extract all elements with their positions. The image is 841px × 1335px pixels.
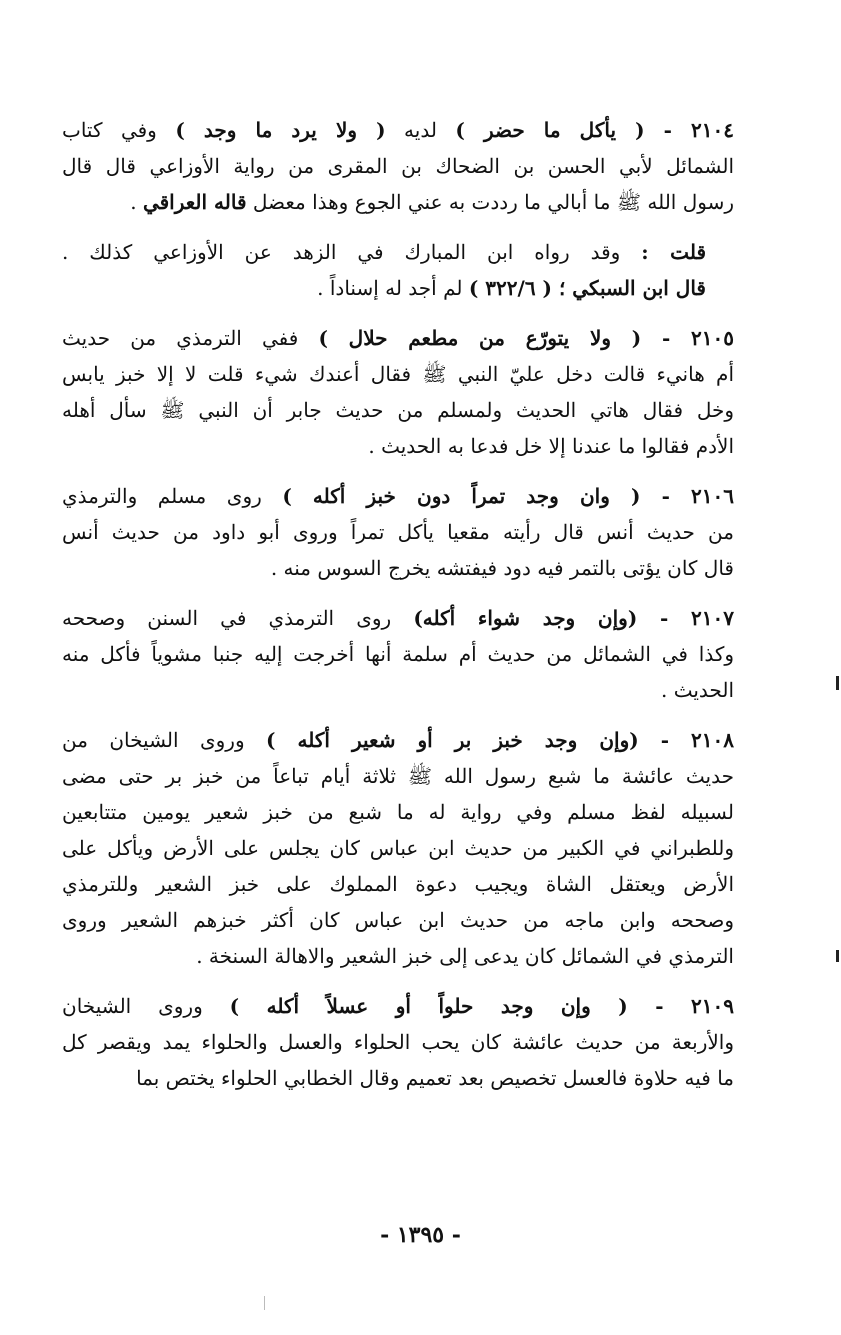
text-line: [62, 794, 734, 830]
page-number: - ١٣٩٥ -: [380, 1222, 461, 1248]
text-segment: الشمائل لأبي الحسن بن الضحاك بن المقرى من رواية الأوزاعي قال قال: [62, 154, 734, 178]
text-segment: وللطبراني في الكبير من حديث ابن عباس كان يجلس على الأرض ويأكل على: [62, 836, 734, 860]
text-line: [62, 938, 734, 974]
text-line: [62, 1060, 734, 1096]
hadith-entry: [62, 112, 734, 220]
text-line: [62, 270, 706, 306]
hadith-entry: [62, 320, 734, 464]
bold-segment: ٢١٠٦ - ( وان وجد تمراً دون خبز أكله ): [282, 484, 734, 508]
hadith-entry: [62, 478, 734, 586]
text-line: [62, 830, 734, 866]
text-line: [62, 672, 734, 708]
text-line: [62, 988, 734, 1024]
text-segment: وكذا في الشمائل من حديث أم سلمة أنها أخرجت إليه جنبا مشوياً فأكل منه: [62, 642, 734, 666]
text-segment: الحديث .: [661, 678, 734, 702]
text-line: [62, 112, 734, 148]
scan-mark: [836, 676, 839, 690]
page-body: [62, 112, 734, 1110]
text-segment: لم أجد له إسناداً .: [317, 276, 469, 300]
text-line: [62, 636, 734, 672]
text-segment: وفي كتاب: [62, 118, 176, 142]
text-segment: وروى الشيخان من: [62, 728, 267, 752]
text-line: [62, 392, 734, 428]
bold-segment: ٢١٠٨ - (وإن وجد خبز بر أو شعير أكله ): [266, 728, 734, 752]
note-paragraph: [62, 234, 706, 306]
text-segment: حديث عائشة ما شبع رسول الله ﷺ ثلاثة أيام تباعاً من خبز بر حتى مضى: [62, 764, 734, 788]
text-segment: لسبيله لفظ مسلم وفي رواية له ما شبع من خبز شعير يومين متتابعين: [62, 800, 734, 824]
bold-segment: ٢١٠٥ - ( ولا يتورّع من مطعم حلال ): [318, 326, 734, 350]
text-segment: وروى الشيخان: [62, 994, 230, 1018]
text-segment: روى الترمذي في السنن وصححه: [62, 606, 414, 630]
bold-segment: قلت :: [641, 240, 706, 264]
text-line: [62, 234, 706, 270]
text-segment: والأربعة من حديث عائشة كان يحب الحلواء والعسل والحلواء يمد ويقصر كل: [62, 1030, 734, 1054]
bold-segment: ٢١٠٧ - (وإن وجد شواء أكله): [413, 606, 734, 630]
text-line: [62, 1024, 734, 1060]
text-segment: الأرض ويعتقل الشاة ويجيب دعوة المملوك على خبز الشعير وللترمذي: [62, 872, 734, 896]
text-segment: لديه: [385, 118, 456, 142]
text-line: [62, 478, 734, 514]
hadith-entry: [62, 722, 734, 974]
text-segment: أم هانيء قالت دخل عليّ النبي ﷺ فقال أعندك شيء قلت لا إلا خبز يابس: [62, 362, 734, 386]
text-line: [62, 428, 734, 464]
text-line: [62, 758, 734, 794]
text-segment: الترمذي في الشمائل كان يدعى إلى خبز الشعير والاهالة السنخة .: [196, 944, 734, 968]
text-line: [62, 902, 734, 938]
text-segment: روى مسلم والترمذي: [62, 484, 283, 508]
text-segment: ففي الترمذي من حديث: [62, 326, 319, 350]
text-line: [62, 184, 734, 220]
text-line: [62, 148, 734, 184]
bold-segment: قاله العراقي: [142, 190, 247, 214]
text-line: [62, 600, 734, 636]
bold-segment: ٢١٠٤ - ( يأكل ما حضر ): [455, 118, 734, 142]
scan-mark: [836, 950, 839, 962]
text-line: [62, 866, 734, 902]
text-segment: .: [130, 190, 143, 214]
text-segment: قال كان يؤتى بالتمر فيه دود فيفتشه يخرج السوس منه .: [270, 556, 734, 580]
bold-segment: قال ابن السبكي ؛ ( ٣٢٢/٦ ): [468, 276, 706, 300]
text-segment: ما فيه حلاوة فالعسل تخصيص بعد تعميم وقال الخطابي الحلواء يختص بما: [136, 1066, 734, 1090]
text-line: [62, 514, 734, 550]
text-line: [62, 722, 734, 758]
text-line: [62, 550, 734, 586]
text-segment: وخل فقال هاتي الحديث ولمسلم من حديث جابر أن النبي ﷺ سأل أهله: [62, 398, 734, 422]
text-segment: وقد رواه ابن المبارك في الزهد عن الأوزاعي كذلك .: [62, 240, 642, 264]
hadith-entry: [62, 988, 734, 1096]
text-segment: من حديث أنس قال رأيته مقعيا يأكل تمراً وروى أبو داود من حديث أنس: [62, 520, 734, 544]
text-line: [62, 320, 734, 356]
text-segment: الأدم فقالوا ما عندنا إلا خل فدعا به الحديث .: [368, 434, 734, 458]
scan-mark: [264, 1296, 265, 1310]
text-segment: وصححه وابن ماجه من حديث ابن عباس كان أكثر خبزهم الشعير وروى: [62, 908, 734, 932]
bold-segment: ( ولا يرد ما وجد ): [175, 118, 386, 142]
bold-segment: ٢١٠٩ - ( وإن وجد حلواً أو عسلاً أكله ): [229, 994, 734, 1018]
hadith-entry: [62, 600, 734, 708]
text-line: [62, 356, 734, 392]
text-segment: رسول الله ﷺ ما أبالي ما رددت به عني الجوع وهذا معضل: [246, 190, 734, 214]
